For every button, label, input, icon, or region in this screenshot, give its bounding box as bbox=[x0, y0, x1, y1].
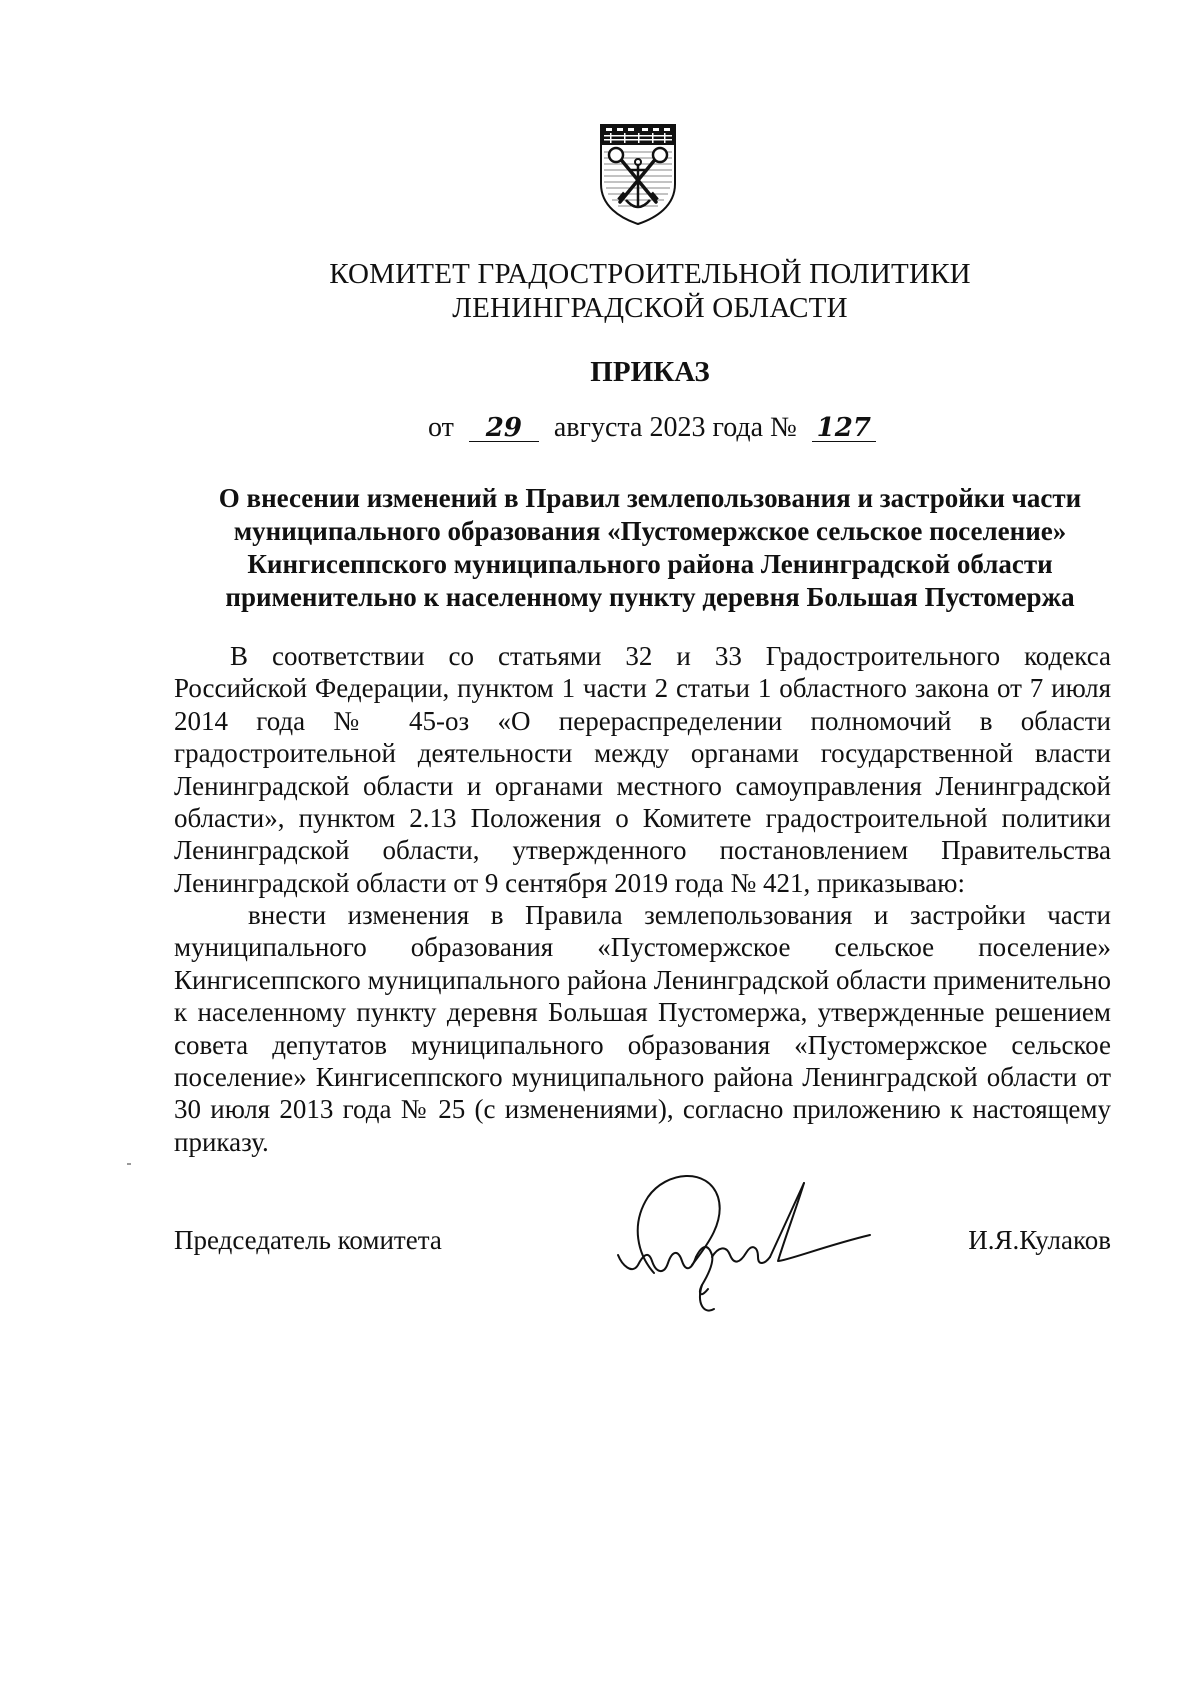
document-title bbox=[190, 482, 1110, 614]
title-line: муниципального образования «Пустомержское сельское поселение» bbox=[233, 516, 1067, 546]
date-middle-text: августа 2023 года № bbox=[553, 412, 797, 443]
handwritten-signature bbox=[608, 1165, 908, 1325]
organization-name-line-1: КОМИТЕТ ГРАДОСТРОИТЕЛЬНОЙ ПОЛИТИКИ bbox=[329, 258, 971, 290]
body-paragraph-legal-basis: В соответствии со статьями 32 и 33 Градостроительного кодекса Российской Федерации, пунктом 1 части 2 статьи 1 областного закона от 7 июля 2014 года № 45-оз «О перераспределении полномочий в области градостроительной деятельности между органами государственной власти Ленинградской области и органами местного самоуправления Ленинградской области», пунктом 2.13 Положения о Комитете градостроительной политики Ленинградской области, утвержденного постановлением Правительства Ленинградской области от 9 сентября 2019 года № 421, приказываю: bbox=[174, 641, 1111, 898]
document-type-heading: ПРИКАЗ bbox=[590, 356, 710, 388]
title-line: Кингисеппского муниципального района Ленинградской области bbox=[247, 549, 1053, 579]
title-line: применительно к населенному пункту деревня Большая Пустомержа bbox=[225, 582, 1075, 612]
body-paragraph-order: внести изменения в Правила землепользования и застройки части муниципального образования «Пустомержское сельское поселение» Кингисеппского муниципального района Ленинградской области применительно к населенному пункту деревня Большая Пустомержа, утвержденные решением совета депутатов муниципального образования «Пустомержское сельское поселение» Кингисеппского муниципального района Ленинградской области от 30 июля 2013 года № 25 (с изменениями), согласно приложению к настоящему приказу. bbox=[174, 900, 1111, 1157]
date-prefix: от bbox=[428, 412, 454, 443]
date-number-line bbox=[428, 412, 876, 444]
handwritten-order-number: 127 bbox=[812, 415, 876, 442]
handwritten-day: 29 bbox=[469, 415, 539, 442]
title-line: О внесении изменений в Правил землепользования и застройки части bbox=[218, 483, 1082, 513]
coat-of-arms-icon bbox=[598, 122, 678, 226]
scan-artifact bbox=[127, 1163, 131, 1165]
organization-name-line-2: ЛЕНИНГРАДСКОЙ ОБЛАСТИ bbox=[452, 292, 848, 324]
signer-position: Председатель комитета bbox=[174, 1225, 442, 1255]
signer-name: И.Я.Кулаков bbox=[968, 1225, 1111, 1255]
